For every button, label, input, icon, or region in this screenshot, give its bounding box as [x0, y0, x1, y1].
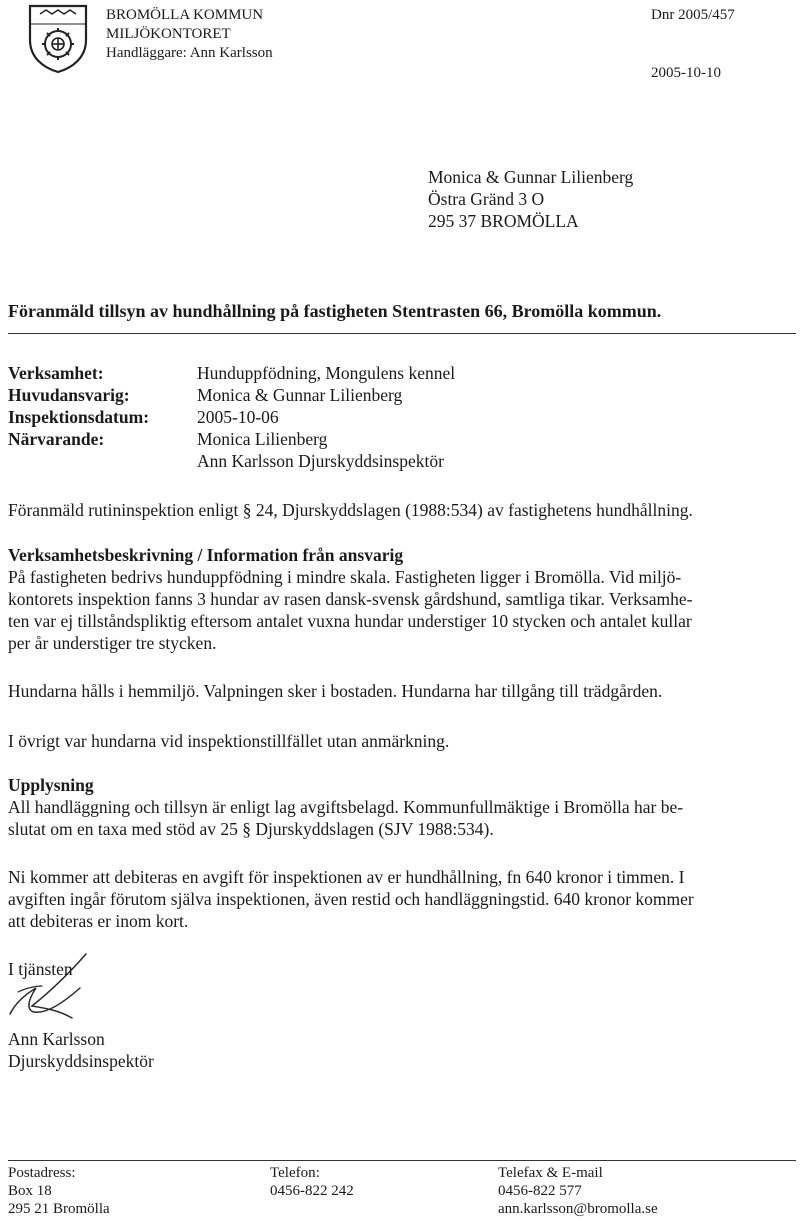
letterhead-case-officer: Handläggare: Ann Karlsson: [106, 45, 273, 61]
information-section: [8, 774, 795, 840]
footer-value: 0456-822 242: [270, 1183, 354, 1199]
remarks-paragraph: [8, 730, 795, 752]
footer-label: Telefon:: [270, 1165, 320, 1181]
section-heading: Verksamhetsbeskrivning / Information från ansvarig: [8, 545, 404, 565]
intro-paragraph: [8, 499, 795, 521]
fact-value: Monica Lilienberg: [197, 429, 328, 449]
fact-label: Verksamhet:: [8, 363, 104, 383]
reference-number: Dnr 2005/457: [651, 7, 735, 23]
municipality-coat-of-arms-icon: [26, 2, 90, 74]
fact-value: Hunduppfödning, Mongulens kennel: [197, 363, 456, 383]
section-heading: Upplysning: [8, 775, 94, 795]
letterhead-department: MILJÖKONTORET: [106, 26, 231, 42]
footer-value: 0456-822 577: [498, 1183, 582, 1199]
footer-postal-address: [8, 1164, 110, 1218]
footer-email: ann.karlsson@bromolla.se: [498, 1201, 658, 1217]
signer-block: [8, 1028, 795, 1072]
inspection-facts: [8, 362, 455, 472]
section-line: ten var ej tillståndspliktig eftersom antalet vuxna hundar understiger 10 stycken och antalet kullar: [8, 611, 692, 631]
section-line: per år understiger tre stycken.: [8, 633, 217, 653]
recipient-postal-city: 295 37 BROMÖLLA: [428, 211, 579, 231]
recipient-street: Östra Gränd 3 O: [428, 189, 545, 209]
fact-value: 2005-10-06: [197, 407, 279, 427]
subject-divider: [8, 333, 796, 334]
fact-value: Ann Karlsson Djurskyddsinspektör: [197, 451, 444, 471]
fact-row: [8, 428, 455, 472]
footer-label: Telefax & E-mail: [498, 1165, 603, 1181]
section-line: att debiteras er inom kort.: [8, 911, 189, 931]
footer-phone: [270, 1164, 354, 1200]
letterhead-org-name: BROMÖLLA KOMMUN: [106, 7, 264, 23]
fact-value: Monica & Gunnar Lilienberg: [197, 385, 403, 405]
fact-label: Huvudansvarig:: [8, 385, 130, 405]
fact-label: Närvarande:: [8, 429, 105, 449]
closing-text: I tjänsten: [8, 959, 73, 979]
closing-phrase: [8, 958, 795, 980]
footer-value: 295 21 Bromölla: [8, 1201, 110, 1217]
footer-label: Postadress:: [8, 1165, 76, 1181]
section-line: avgiften ingår förutom själva inspektionen, även restid och handläggningstid. 640 kronor kommer: [8, 889, 694, 909]
footer-divider: [8, 1160, 796, 1161]
footer-fax-email: [498, 1164, 658, 1218]
intro-text: Föranmäld rutininspektion enligt § 24, Djurskyddslagen (1988:534) av fastighetens hundhållning.: [8, 500, 693, 520]
activity-description-section: [8, 544, 795, 654]
section-line: All handläggning och tillsyn är enligt lag avgiftsbelagd. Kommunfullmäktige i Bromölla har be-: [8, 797, 684, 817]
paragraph-text: Hundarna hålls i hemmiljö. Valpningen sker i bostaden. Hundarna har tillgång till trädgården.: [8, 681, 663, 701]
section-line: slutat om en taxa med stöd av 25 § Djurskyddslagen (SJV 1988:534).: [8, 819, 494, 839]
letter-date: 2005-10-10: [651, 65, 721, 81]
letter-subject: Föranmäld tillsyn av hundhållning på fastigheten Stentrasten 66, Bromölla kommun.: [8, 301, 662, 321]
fee-paragraph: [8, 866, 795, 932]
footer-value: Box 18: [8, 1183, 52, 1199]
fact-row: [8, 384, 455, 406]
fact-label: Inspektionsdatum:: [8, 407, 150, 427]
fact-row: [8, 406, 455, 428]
recipient-name: Monica & Gunnar Lilienberg: [428, 167, 634, 187]
signer-name: Ann Karlsson: [8, 1029, 105, 1049]
handwritten-signature-icon: [6, 948, 96, 1026]
home-environment-paragraph: [8, 680, 795, 702]
section-line: På fastigheten bedrivs hunduppfödning i mindre skala. Fastigheten ligger i Bromölla. Vid miljö-: [8, 567, 682, 587]
section-line: kontorets inspektion fanns 3 hundar av rasen dansk-svensk gårdshund, samtliga tikar. Verksamhe-: [8, 589, 693, 609]
fact-value-group: [197, 428, 444, 472]
paragraph-text: I övrigt var hundarna vid inspektionstillfället utan anmärkning.: [8, 731, 450, 751]
signer-title: Djurskyddsinspektör: [8, 1051, 154, 1071]
recipient-address: [428, 166, 633, 232]
section-line: Ni kommer att debiteras en avgift för inspektionen av er hundhållning, fn 640 kronor i timmen. I: [8, 867, 685, 887]
fact-row: [8, 362, 455, 384]
